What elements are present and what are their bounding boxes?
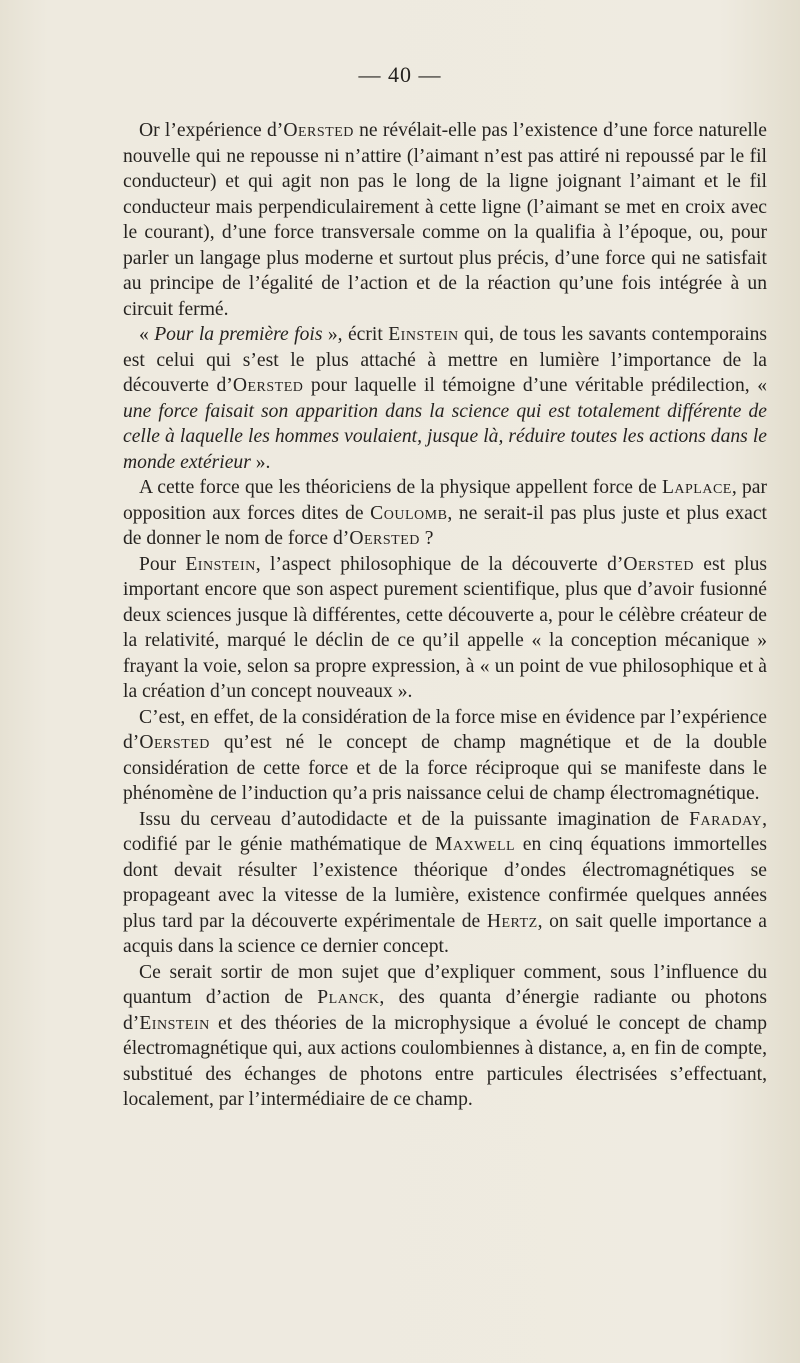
- text-run: , l’aspect philosophique de la découverte d’: [255, 553, 624, 575]
- text-run: en cinq équations immortelles dont devait résulter l’existence théorique d’ondes électromagnétiques se propageant avec la vitesse de la lumière, existence confirmée quelques années plus tard par la découverte expérimentale de: [123, 834, 767, 932]
- proper-name: Oersted: [283, 120, 354, 141]
- text-run: est plus important encore que son aspect purement scientifique, plus que d’avoir fusionné deux sciences jusque là différentes, cette découverte a, pour le célèbre créateur de la relativité, marqué le déclin de ce qu’il appelle « la conception mécanique » frayant la voie, selon sa propre expression, à « un point de vue philosophique et à la création d’un concept nouveaux ».: [123, 553, 767, 702]
- paragraph: [123, 960, 767, 1113]
- text-run: et des théories de la microphysique a évolué le concept de champ électromagnétique qui, aux actions coulombiennes à distance, a, en fin de compte, substitué des échanges de photons entre particules électrisées s’effectuant, localement, par l’intermédiaire de ce champ.: [123, 1012, 767, 1110]
- proper-name: Laplace: [661, 477, 732, 498]
- text-run: A cette force que les théoriciens de la physique appellent force de: [139, 477, 662, 498]
- text-run: Ce serait sortir de mon sujet que d’expliquer comment, sous l’influence du quantum d’action de: [123, 961, 767, 1008]
- text-run: , par opposition aux forces dites de: [123, 477, 768, 524]
- text-run: Pour: [139, 553, 186, 575]
- paragraph: [123, 118, 767, 322]
- proper-name: Hertz: [486, 910, 538, 932]
- proper-name: Coulomb: [370, 502, 448, 524]
- paragraph: [123, 322, 767, 475]
- proper-name: Oersted: [623, 553, 694, 575]
- text-run: ne révélait-elle pas l’existence d’une force naturelle nouvelle qui ne repousse ni n’attire (l’aimant n’est pas attiré ni repoussé par le fil conducteur) et qui agit non pas le long de la ligne joignant l’aimant et le fil conducteur mais perpendiculairement à cette ligne (l’aimant se met en croix avec le courant), d’une force transversale comme on la qualifia à l’époque, ou, pour parler un langage plus moderne et surtout plus précis, d’une force qui ne satisfait au principe de l’égalité de l’action et de la réaction qu’une fois intégrée à un circuit fermé.: [123, 120, 767, 320]
- proper-name: Planck: [317, 987, 380, 1008]
- proper-name: Maxwell: [435, 834, 516, 855]
- text-run: , ne serait-il pas plus juste et plus exact de donner le nom de force d’: [123, 502, 768, 549]
- text-run: qui, de tous les savants contemporains est celui qui s’est le plus attaché à mettre en lumière l’importance de la découverte d’: [123, 324, 767, 396]
- text-run: , codifié par le génie mathématique de: [123, 808, 767, 855]
- proper-name: Einstein: [139, 1012, 210, 1034]
- proper-name: Oersted: [349, 528, 420, 549]
- proper-name: Oersted: [232, 375, 304, 396]
- text-run: ?: [419, 528, 434, 549]
- text-run: C’est, en effet, de la considération de la force mise en évidence par l’expérience d’: [123, 706, 767, 753]
- text-run: , des quanta d’énergie radiante ou photons d’: [123, 987, 767, 1034]
- text-run: pour laquelle il témoigne d’une véritable prédilection, «: [303, 375, 767, 396]
- proper-name: Einstein: [185, 553, 256, 575]
- paragraph: [123, 475, 767, 552]
- quotation-italic: une force faisait son apparition dans la science qui est totalement différente de celle à laquelle les hommes voulaient, jusque là, réduire toutes les actions dans le monde extérieur: [123, 400, 767, 473]
- text-run: qu’est né le concept de champ magnétique et de la double considération de cette force et de la force réciproque qui se manifeste dans le phénomène de l’induction qu’a pris naissance celui de champ électromagnétique.: [123, 732, 767, 804]
- text-run: «: [139, 324, 155, 345]
- body-text: [123, 118, 767, 1113]
- paragraph: [123, 552, 767, 705]
- page-number: — 40 —: [358, 62, 442, 87]
- proper-name: Einstein: [388, 324, 459, 345]
- proper-name: Faraday: [689, 808, 763, 830]
- paragraph: [123, 705, 767, 807]
- text-run: », écrit: [322, 324, 389, 345]
- paragraph: [123, 807, 767, 960]
- quotation-italic: Pour la première fois: [154, 324, 323, 345]
- text-run: ».: [250, 451, 271, 473]
- text-run: , on sait quelle importance a acquis dans la science ce dernier concept.: [123, 910, 767, 957]
- text-run: Issu du cerveau d’autodidacte et de la puissante imagination de: [139, 808, 690, 830]
- text-run: Or l’expérience d’: [139, 120, 284, 141]
- proper-name: Oersted: [139, 732, 210, 753]
